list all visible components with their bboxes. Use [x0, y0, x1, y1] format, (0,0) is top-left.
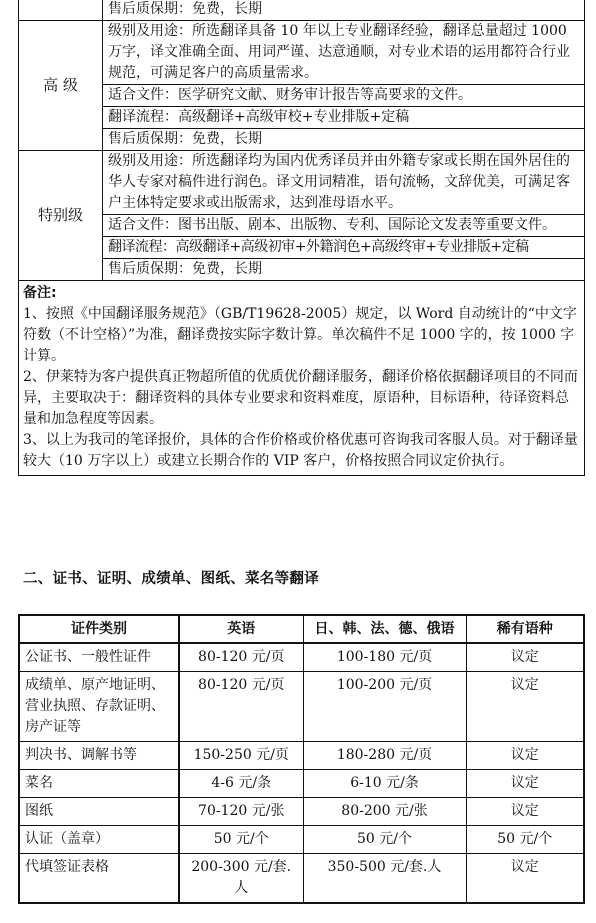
note-item: 1、按照《中国翻译服务规范》（GB/T19628-2005）规定，以 Word 自动统计的“中文字符数（不计空格）”为准，翻译费按实际字数计算。单次稿件不足 1000 字的，按 1000 字计算。 [23, 306, 577, 364]
table-header-row [19, 615, 584, 643]
cell-price-english: 150-250 元/页 [179, 742, 303, 770]
cell-category: 成绩单、原产地证明、营业执照、存款证明、房产证等 [19, 672, 179, 742]
table-row [19, 854, 584, 904]
cell-category: 公证书、一般性证件 [19, 643, 179, 672]
table-row [19, 643, 584, 672]
notes-section [19, 281, 585, 476]
cell-price-english: 70-120 元/张 [179, 798, 303, 826]
cell-price-rare: 议定 [466, 672, 584, 742]
cell-category: 菜名 [19, 770, 179, 798]
cell-price-rare: 50 元/个 [466, 826, 584, 854]
section-heading: 二、证书、证明、成绩单、图纸、菜名等翻译 [23, 571, 319, 587]
table-row [19, 672, 584, 742]
cell-price-major: 180-280 元/页 [303, 742, 466, 770]
cell-price-major: 6-10 元/条 [303, 770, 466, 798]
grade-description: 级别及用途：所选翻译均为国内优秀译员并由外籍专家或长期在国外居住的华人专家对稿件进行润色。译文用词精准，语句流畅，文辞优美，可满足客户主体特定要求或出版需求，达到准母语水平。 [103, 151, 585, 215]
table-row [19, 770, 584, 798]
cell-price-english: 80-120 元/页 [179, 643, 303, 672]
cell-price-rare: 议定 [466, 770, 584, 798]
level-cell-empty [19, 0, 103, 21]
cell-category: 图纸 [19, 798, 179, 826]
suitable-docs: 适合文件：医学研究文献、财务审计报告等高要求的文件。 [103, 85, 585, 107]
cell-price-rare: 议定 [466, 742, 584, 770]
certificate-price-table [18, 614, 585, 904]
cell-category: 判决书、调解书等 [19, 742, 179, 770]
cell-price-major: 50 元/个 [303, 826, 466, 854]
cell-price-english: 200-300 元/套.人 [179, 854, 303, 904]
service-period: 售后质保期：免费，长期 [103, 0, 585, 21]
service-period: 售后质保期：免费，长期 [103, 129, 585, 151]
header-jp-kr-fr-de-ru: 日、韩、法、德、俄语 [303, 615, 466, 643]
table-row [19, 798, 584, 826]
cell-price-english: 80-120 元/页 [179, 672, 303, 742]
cell-price-major: 100-180 元/页 [303, 643, 466, 672]
table-row [19, 826, 584, 854]
level-special: 特别级 [19, 151, 103, 281]
cell-price-rare: 议定 [466, 798, 584, 826]
translation-flow: 翻译流程：高级翻译+高级初审+外籍润色+高级终审+专业排版+定稿 [103, 237, 585, 259]
header-category: 证件类别 [19, 615, 179, 643]
header-english: 英语 [179, 615, 303, 643]
table-row [19, 742, 584, 770]
translation-flow: 翻译流程：高级翻译+高级审校+专业排版+定稿 [103, 107, 585, 129]
cell-price-rare: 议定 [466, 854, 584, 904]
translation-level-table [18, 0, 585, 476]
cell-price-major: 80-200 元/张 [303, 798, 466, 826]
header-rare-languages: 稀有语种 [466, 615, 584, 643]
service-period: 售后质保期：免费，长期 [103, 259, 585, 281]
cell-category: 认证（盖章） [19, 826, 179, 854]
cell-category: 代填签证表格 [19, 854, 179, 904]
cell-price-english: 50 元/个 [179, 826, 303, 854]
level-advanced: 高 级 [19, 21, 103, 151]
cell-price-major: 350-500 元/套.人 [303, 854, 466, 904]
note-item: 3、以上为我司的笔译报价，具体的合作价格或价格优惠可咨询我司客服人员。对于翻译量较大（10 万字以上）或建立长期合作的 VIP 客户，价格按照合同议定价执行。 [23, 432, 578, 469]
cell-price-english: 4-6 元/条 [179, 770, 303, 798]
cell-price-major: 100-200 元/页 [303, 672, 466, 742]
note-item: 2、伊莱特为客户提供真正物超所值的优质优价翻译服务，翻译价格依据翻译项目的不同而异，主要取决于：翻译资料的具体专业要求和资料难度，原语种，目标语种，待译资料总量和加急程度等因素。 [23, 369, 578, 427]
suitable-docs: 适合文件：图书出版、剧本、出版物、专利、国际论文发表等重要文件。 [103, 215, 585, 237]
cell-price-rare: 议定 [466, 643, 584, 672]
notes-title: 备注: [23, 285, 57, 301]
grade-description: 级别及用途：所选翻译具备 10 年以上专业翻译经验，翻译总量超过 1000 万字，译文准确全面、用词严谨、达意通顺，对专业术语的运用都符合行业规范，可满足客户的高质量需求。 [103, 21, 585, 85]
